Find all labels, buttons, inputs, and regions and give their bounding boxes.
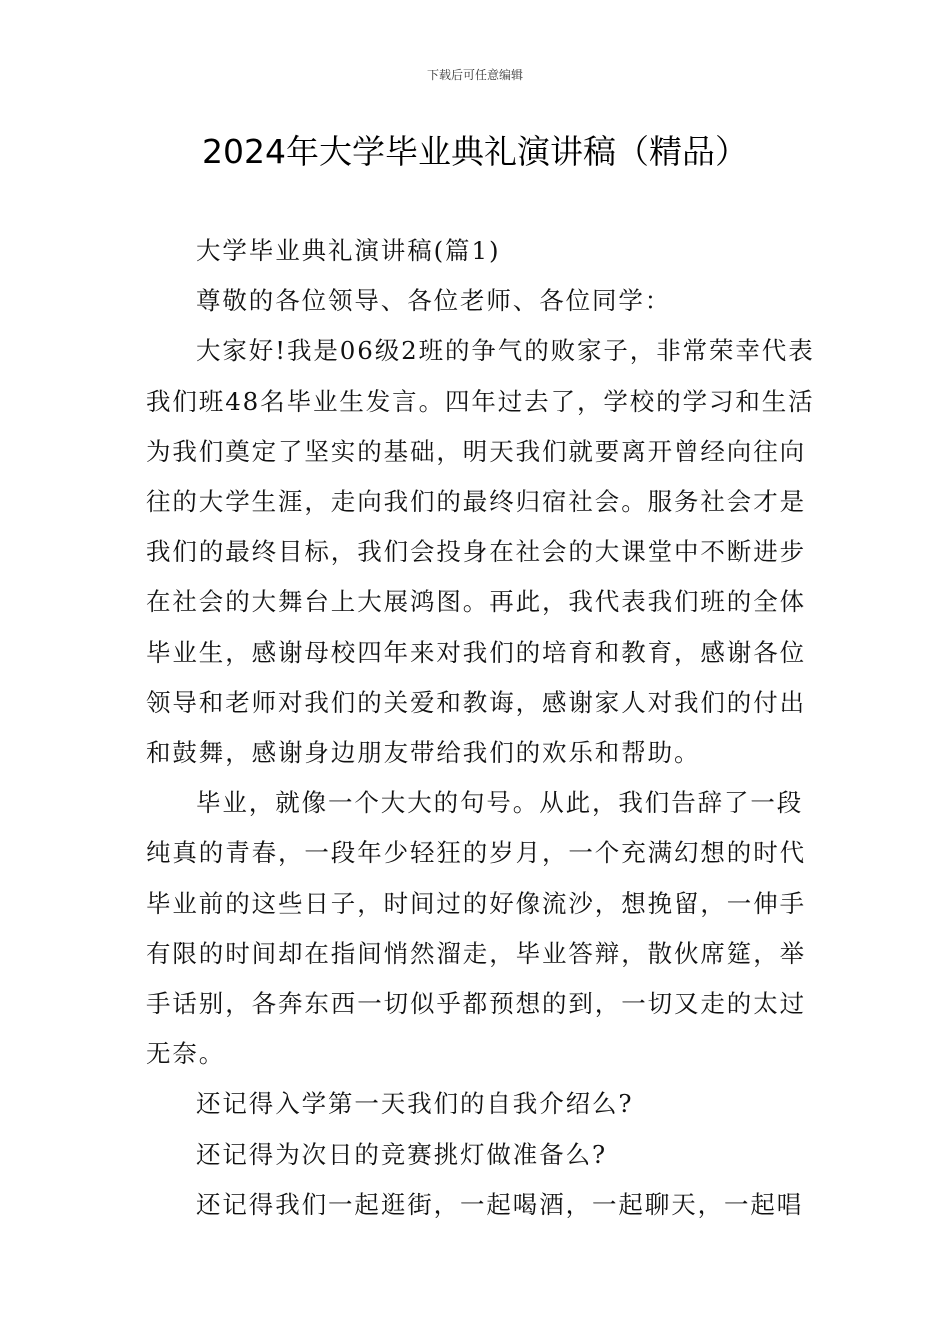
document-title: 2024年大学毕业典礼演讲稿（精品） bbox=[202, 132, 748, 171]
paragraph-line: 无奈。 bbox=[146, 1039, 226, 1069]
paragraph-line: 在社会的大舞台上大展鸿图。再此，我代表我们班的全体 bbox=[146, 587, 806, 617]
paragraph-line: 还记得为次日的竞赛挑灯做准备么? bbox=[196, 1139, 608, 1169]
paragraph-line: 毕业前的这些日子，时间过的好像流沙，想挽留，一伸手 bbox=[146, 888, 806, 918]
paragraph-line: 还记得我们一起逛街，一起喝酒，一起聊天，一起唱 bbox=[196, 1189, 804, 1219]
salutation: 尊敬的各位领导、各位老师、各位同学： bbox=[196, 286, 672, 316]
header-note: 下载后可任意编辑 bbox=[426, 68, 523, 82]
paragraph-line: 我们班48名毕业生发言。四年过去了，学校的学习和生活 bbox=[146, 386, 815, 416]
paragraph-line: 为我们奠定了坚实的基础，明天我们就要离开曾经向往向 bbox=[146, 436, 806, 466]
paragraph-line: 还记得入学第一天我们的自我介绍么? bbox=[196, 1089, 634, 1119]
paragraph-line: 领导和老师对我们的关爱和教诲，感谢家人对我们的付出 bbox=[146, 687, 806, 717]
paragraph-line: 往的大学生涯，走向我们的最终归宿社会。服务社会才是 bbox=[146, 487, 806, 517]
section-heading: 大学毕业典礼演讲稿(篇1) bbox=[196, 236, 501, 265]
paragraph-line: 和鼓舞，感谢身边朋友带给我们的欢乐和帮助。 bbox=[146, 738, 701, 768]
paragraph-line: 有限的时间却在指间悄然溜走，毕业答辩，散伙席筵，举 bbox=[146, 938, 806, 968]
paragraph-line: 我们的最终目标，我们会投身在社会的大课堂中不断进步 bbox=[146, 537, 806, 567]
document-body bbox=[146, 226, 815, 1230]
paragraph-line: 毕业生，感谢母校四年来对我们的培育和教育，感谢各位 bbox=[146, 637, 806, 667]
paragraph-line: 手话别，各奔东西一切似乎都预想的到，一切又走的太过 bbox=[146, 989, 806, 1019]
paragraph-line: 大家好!我是06级2班的争气的败家子，非常荣幸代表 bbox=[196, 336, 815, 366]
paragraph-line: 毕业，就像一个大大的句号。从此，我们告辞了一段 bbox=[196, 788, 804, 818]
paragraph-line: 纯真的青春，一段年少轻狂的岁月，一个充满幻想的时代 bbox=[146, 838, 806, 868]
